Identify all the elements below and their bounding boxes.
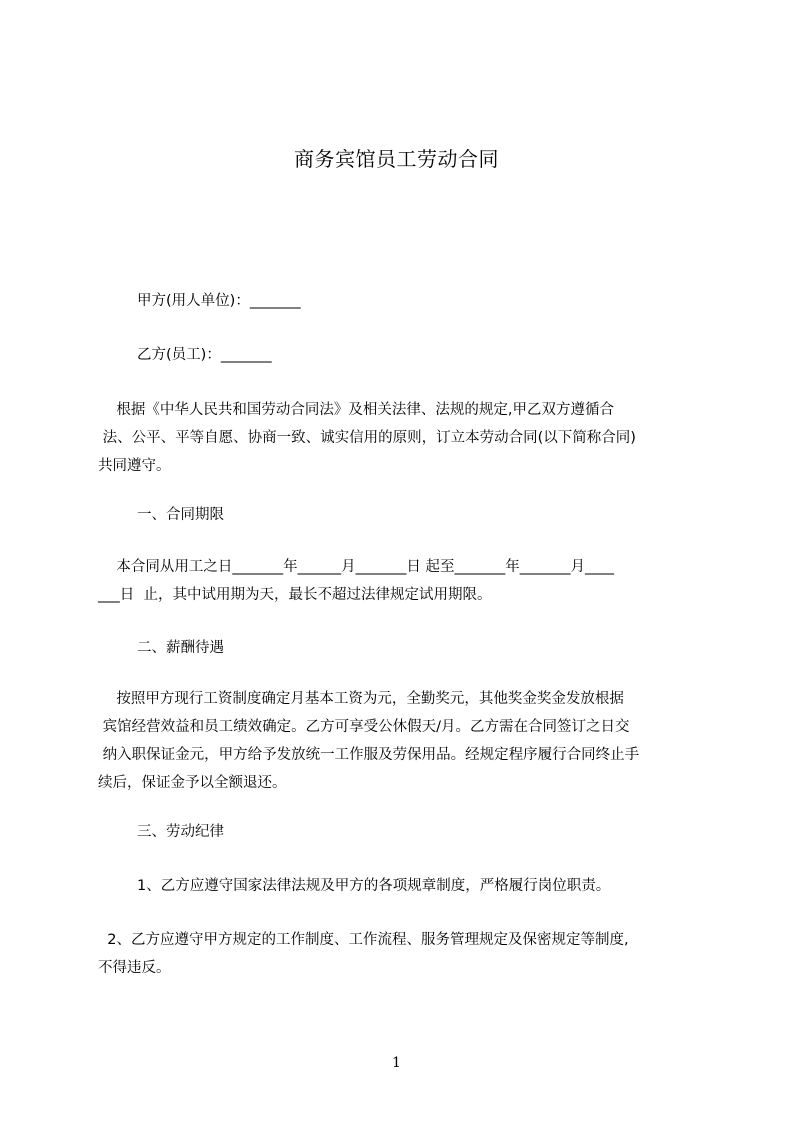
section-2-line: 按照甲方现行工资制度确定月基本工资为元，全勤奖元，其他奖金奖金发放根据 bbox=[98, 691, 624, 707]
section-1-line: ___日 止，其中试用期为天，最长不超过法律规定试用期限。 bbox=[98, 587, 492, 603]
section-2-heading: 二、薪酬待遇 bbox=[137, 640, 224, 656]
party-a-line: 甲方(用人单位)：_______ bbox=[137, 293, 301, 309]
section-2-line: 纳入职保证金元，甲方给予发放统一工作服及劳保用品。经规定程序履行合同终止手 bbox=[98, 747, 640, 763]
section-3-item-2 bbox=[98, 926, 708, 982]
section-2-line: 续后，保证金予以全额退还。 bbox=[98, 775, 287, 791]
section-3-item-2-line: 不得违反。 bbox=[98, 960, 171, 976]
preamble-line: 共同遵守。 bbox=[98, 458, 171, 474]
preamble-line: 法、公平、平等自愿、协商一致、诚实信用的原则，订立本劳动合同(以下简称合同) bbox=[98, 430, 636, 446]
party-b-line: 乙方(员工)：_______ bbox=[137, 347, 272, 363]
page-number: 1 bbox=[392, 1055, 401, 1071]
section-2-line: 宾馆经营效益和员工绩效确定。乙方可享受公休假天/月。乙方需在合同签订之日交 bbox=[98, 719, 630, 735]
section-1-line: 本合同从用工之日_______年______月_______日 起至_______年_______月____ bbox=[98, 559, 615, 575]
document-title: 商务宾馆员工劳动合同 bbox=[294, 147, 499, 171]
section-3-item-1: 1、乙方应遵守国家法律法规及甲方的各项规章制度，严格履行岗位职责。 bbox=[137, 878, 611, 894]
preamble-line: 根据《中华人民共和国劳动合同法》及相关法律、法规的规定,甲乙双方遵循合 bbox=[98, 402, 615, 418]
section-1-heading: 一、合同期限 bbox=[137, 507, 224, 523]
section-3-item-2-line: 2、乙方应遵守甲方规定的工作制度、工作流程、服务管理规定及保密规定等制度, bbox=[98, 932, 629, 948]
preamble-paragraph bbox=[98, 396, 708, 480]
section-2-paragraph bbox=[98, 685, 708, 797]
section-3-heading: 三、劳动纪律 bbox=[137, 824, 224, 840]
section-1-paragraph bbox=[98, 553, 708, 609]
